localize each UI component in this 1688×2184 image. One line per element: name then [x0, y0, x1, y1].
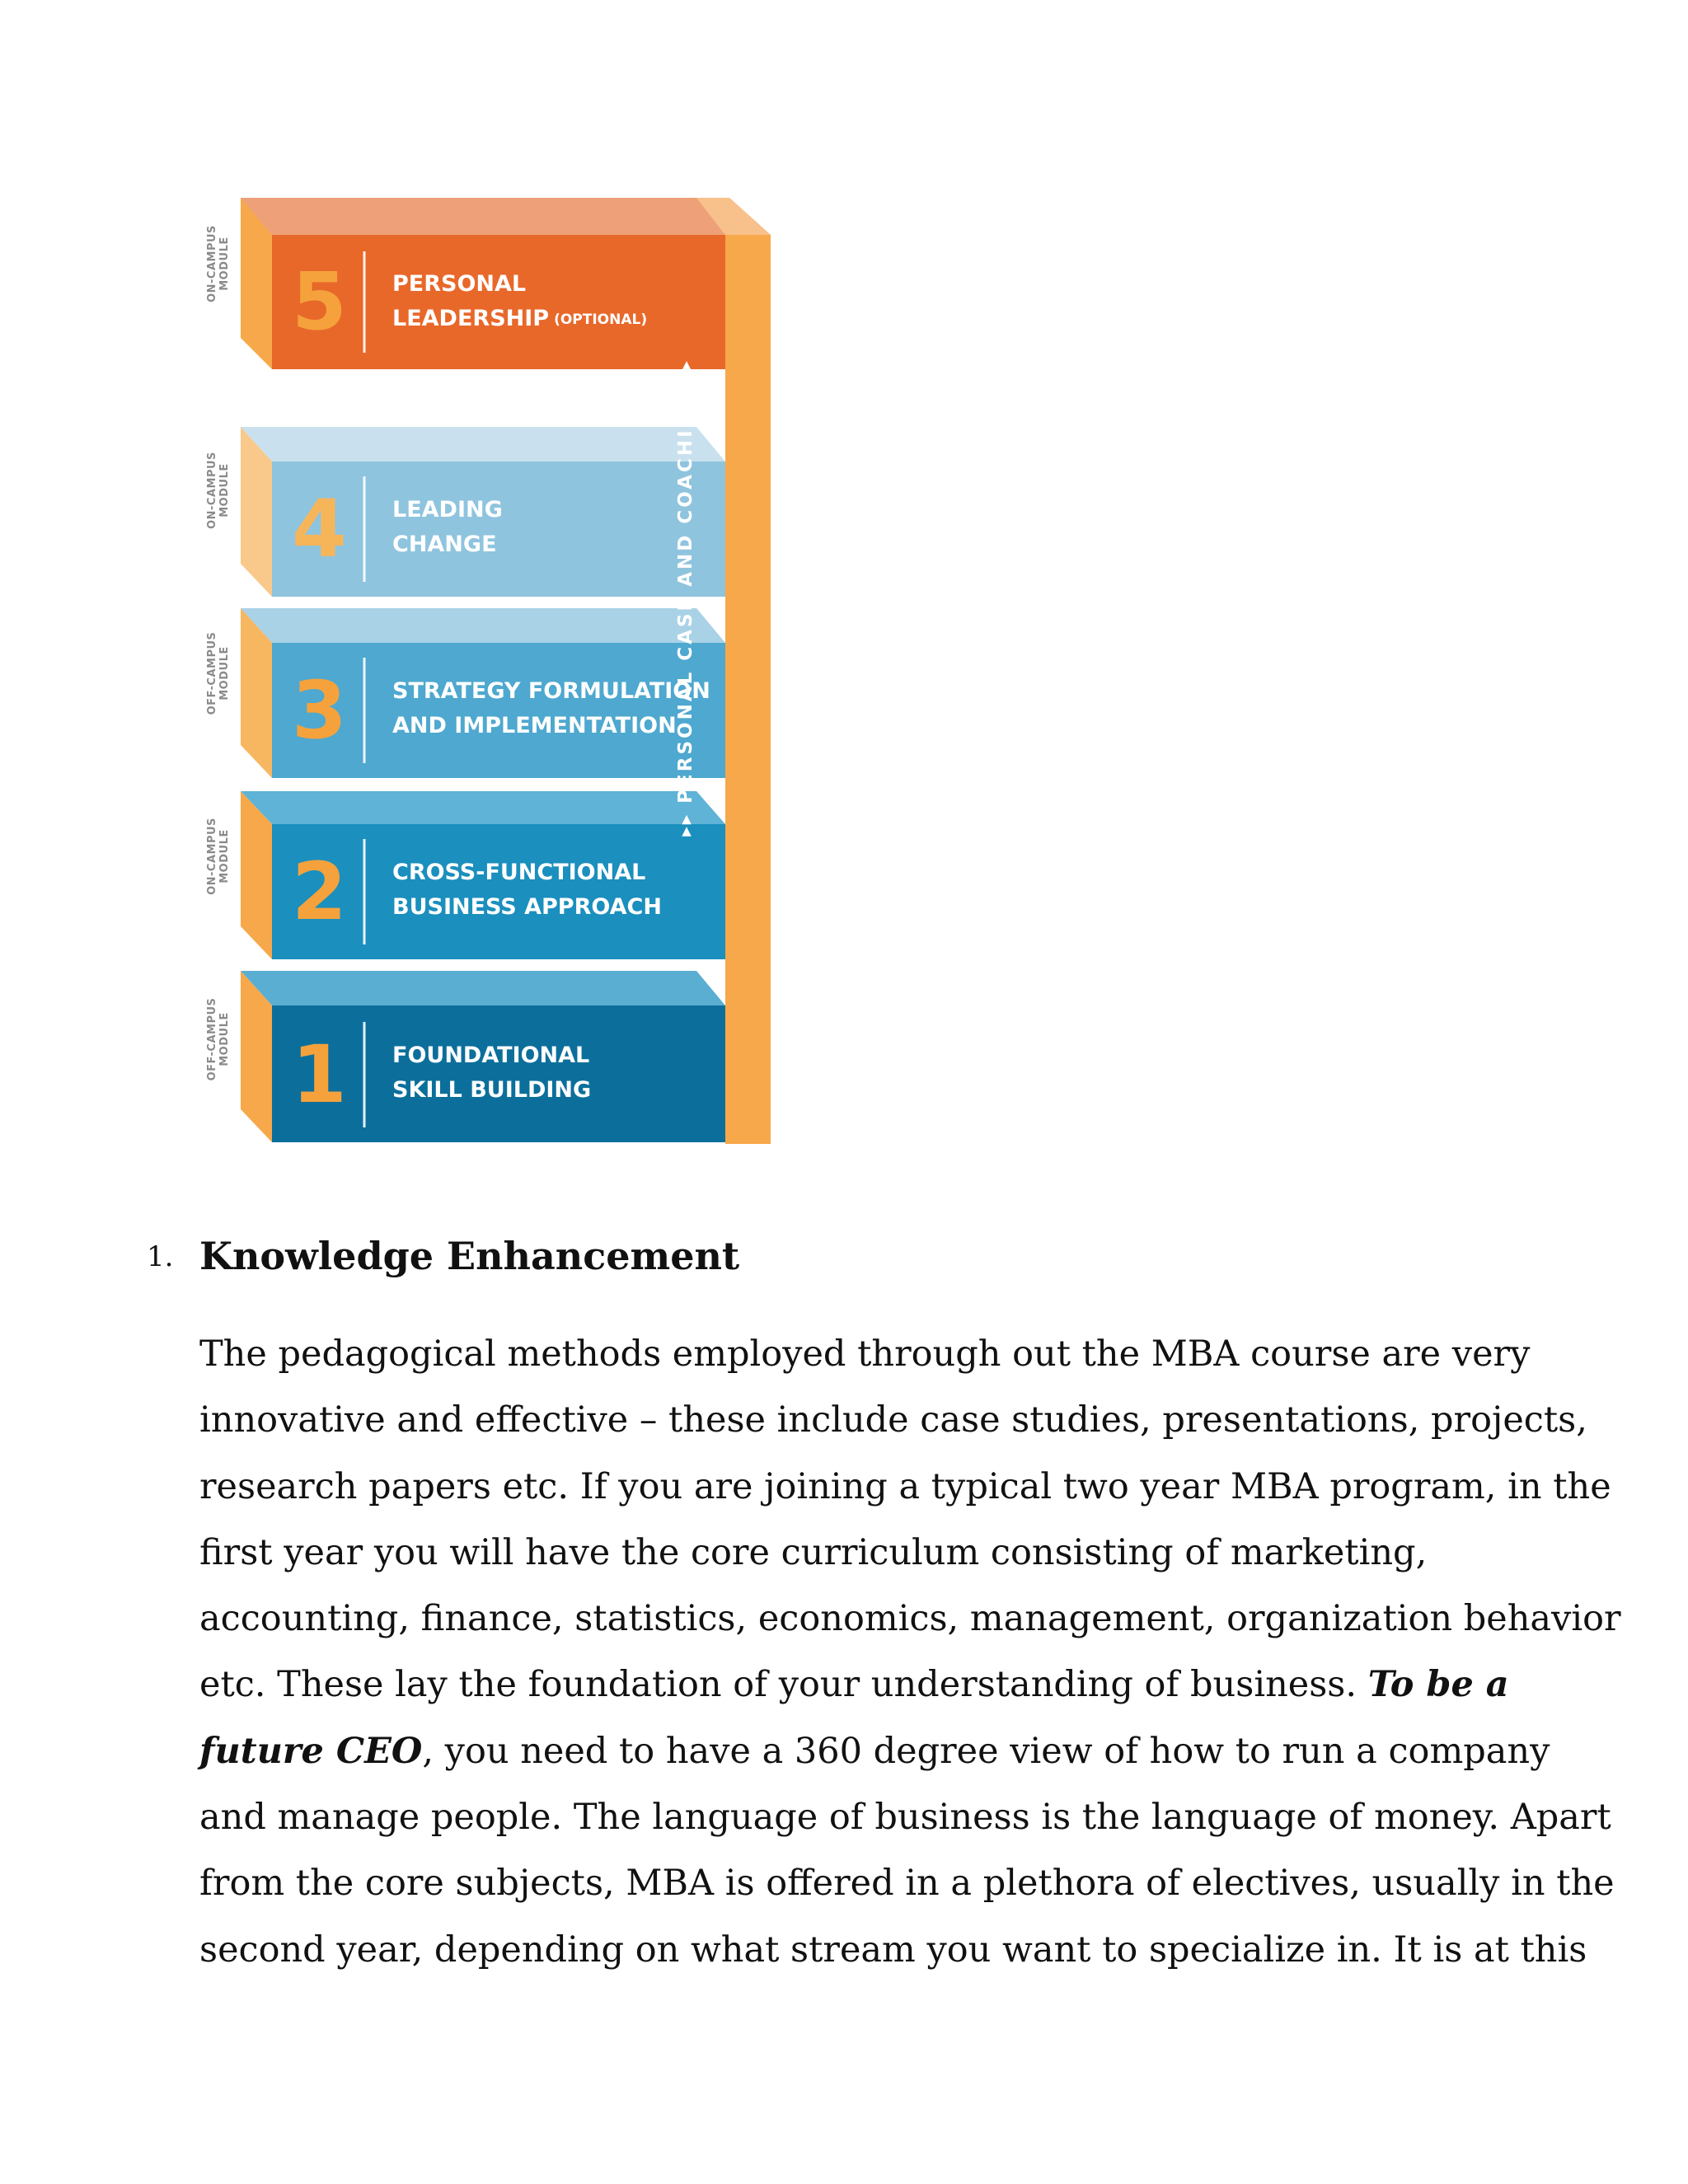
body-paragraph [199, 1321, 1621, 1983]
module-1-label: FOUNDATIONAL SKILL BUILDING [392, 1043, 592, 1103]
module-1-number: 1 [292, 1029, 347, 1121]
personal-case-coaching-caption: ▸▸ PERSONAL CASE AND COACHING ▸▸ [675, 359, 696, 837]
module-5-label: PERSONAL LEADERSHIP (OPTIONAL) [392, 271, 648, 331]
paragraph-line: research papers etc. If you are joining a typical two year MBA program, in the [199, 1465, 1611, 1507]
module-5-location-label: ON-CAMPUS MODULE [206, 225, 231, 302]
paragraph-line: accounting, finance, statistics, economics, management, organization behavior [199, 1598, 1621, 1640]
paragraph-line: second year, depending on what stream you want to specialize in. It is at this [199, 1929, 1587, 1971]
module-3-label: STRATEGY FORMULATION AND IMPLEMENTATION [392, 678, 710, 738]
paragraph-line: from the core subjects, MBA is offered in a plethora of electives, usually in the [199, 1863, 1615, 1905]
module-3-location-label: OFF-CAMPUS MODULE [206, 631, 231, 715]
paragraph-line: innovative and effective – these include case studies, presentations, projects, [199, 1399, 1587, 1441]
emphasis-text: To be a [1367, 1664, 1509, 1706]
list-number: 1. [147, 1240, 174, 1273]
module-5-number: 5 [292, 255, 347, 348]
module-4-number: 4 [292, 483, 347, 575]
module-1-location-label: OFF-CAMPUS MODULE [206, 997, 231, 1081]
paragraph-line: and manage people. The language of business is the language of money. Apart [199, 1797, 1611, 1839]
module-4-label: LEADING CHANGE [392, 497, 503, 557]
emphasis-text: future CEO [199, 1730, 423, 1772]
section-heading: Knowledge Enhancement [199, 1234, 740, 1278]
module-2-label: CROSS-FUNCTIONAL BUSINESS APPROACH [392, 860, 662, 920]
paragraph-line: etc. These lay the foundation of your understanding of business. To be a [199, 1664, 1509, 1706]
paragraph-line: The pedagogical methods employed through out the MBA course are very [199, 1333, 1531, 1375]
module-2-number: 2 [292, 846, 347, 938]
module-3-number: 3 [292, 664, 347, 757]
mba-modules-diagram [0, 0, 791, 1154]
paragraph-line: future CEO, you need to have a 360 degree view of how to run a company [199, 1730, 1550, 1772]
paragraph-line: first year you will have the core curriculum consisting of marketing, [199, 1531, 1428, 1573]
module-4-location-label: ON-CAMPUS MODULE [206, 452, 231, 529]
module-2-location-label: ON-CAMPUS MODULE [206, 818, 231, 895]
